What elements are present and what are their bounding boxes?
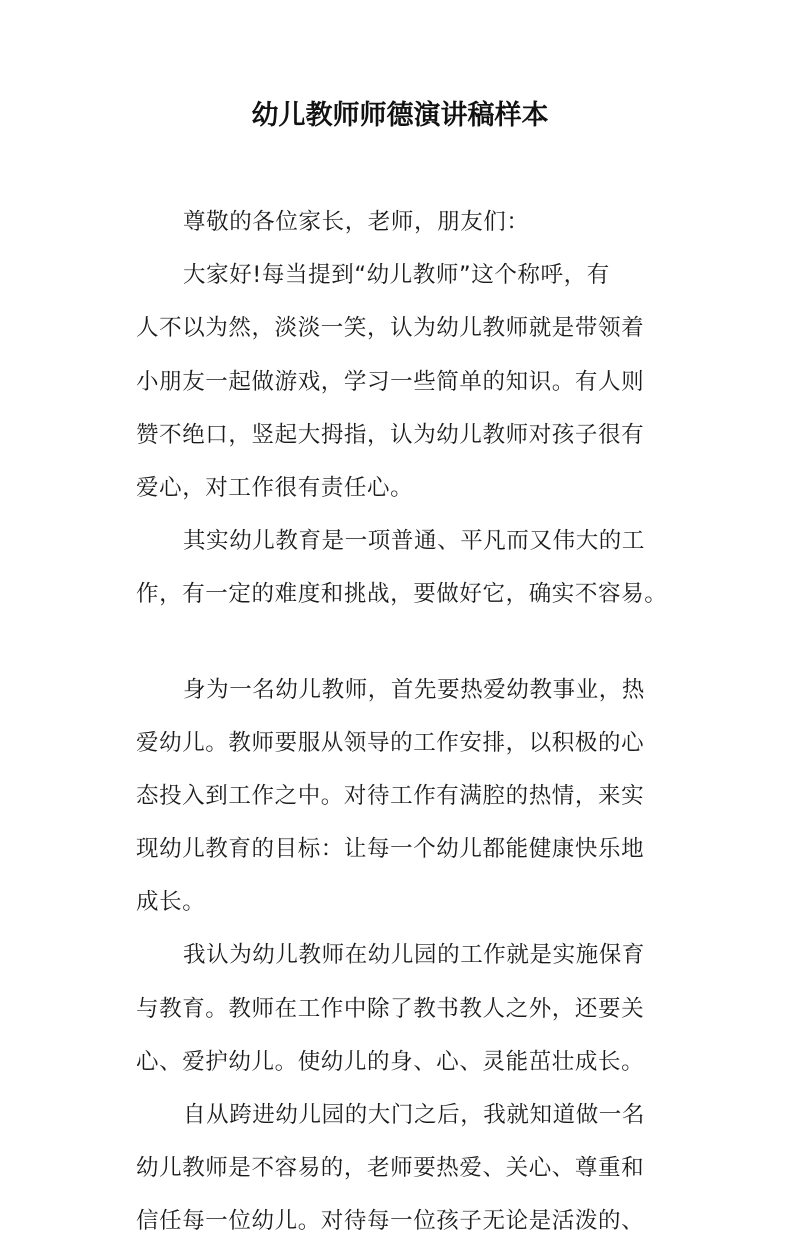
- text-line: 态投入到工作之中。对待工作有满腔的热情，来实: [136, 782, 645, 809]
- text-line: 心、爱护幼儿。使幼儿的身、心、灵能茁壮成长。: [136, 1048, 645, 1075]
- text-line: 其实幼儿教育是一项普通、平凡而又伟大的工: [183, 528, 646, 555]
- text-line: 我认为幼儿教师在幼儿园的工作就是实施保育: [183, 942, 646, 969]
- text-line: 身为一名幼儿教师，首先要热爱幼教事业，热: [183, 676, 646, 703]
- document-title: 幼儿教师师德演讲稿样本: [251, 100, 549, 131]
- text-line: 人不以为然，淡淡一笑，认为幼儿教师就是带领着: [136, 315, 645, 342]
- paragraph-kindergarten-entry: [136, 1089, 676, 1249]
- text-line: 爱幼儿。教师要服从领导的工作安排，以积极的心: [136, 729, 645, 756]
- text-line: 爱心，对工作很有责任心。: [136, 474, 414, 501]
- paragraph-opening: [136, 249, 676, 515]
- text-line: 小朋友一起做游戏，学习一些简单的知识。有人则: [136, 368, 645, 395]
- text-line: 大家好!每当提到“幼儿教师”这个称呼，有: [183, 262, 610, 289]
- paragraph-care-education: [136, 929, 676, 1089]
- document-body: [136, 196, 676, 1249]
- text-line: 赞不绝口，竖起大拇指，认为幼儿教师对孩子很有: [136, 421, 645, 448]
- text-line: 幼儿教师是不容易的，老师要热爱、关心、尊重和: [136, 1155, 645, 1182]
- text-line: 成长。: [136, 889, 206, 916]
- text-line: 尊敬的各位家长，老师，朋友们：: [183, 209, 530, 235]
- paragraph-education-work: [136, 515, 676, 621]
- paragraph-spacer: [136, 622, 676, 664]
- text-line: 现幼儿教育的目标：让每一个幼儿都能健康快乐地: [136, 836, 645, 863]
- text-line: 自从跨进幼儿园的大门之后，我就知道做一名: [183, 1102, 646, 1128]
- text-line: 作，有一定的难度和挑战，要做好它，确实不容易。: [136, 581, 668, 608]
- paragraph-love-career: [136, 664, 676, 930]
- text-line: 与教育。教师在工作中除了教书教人之外，还要关: [136, 995, 645, 1022]
- text-line: 信任每一位幼儿。对待每一位孩子无论是活泼的、: [136, 1208, 645, 1235]
- paragraph-greeting: [136, 196, 676, 249]
